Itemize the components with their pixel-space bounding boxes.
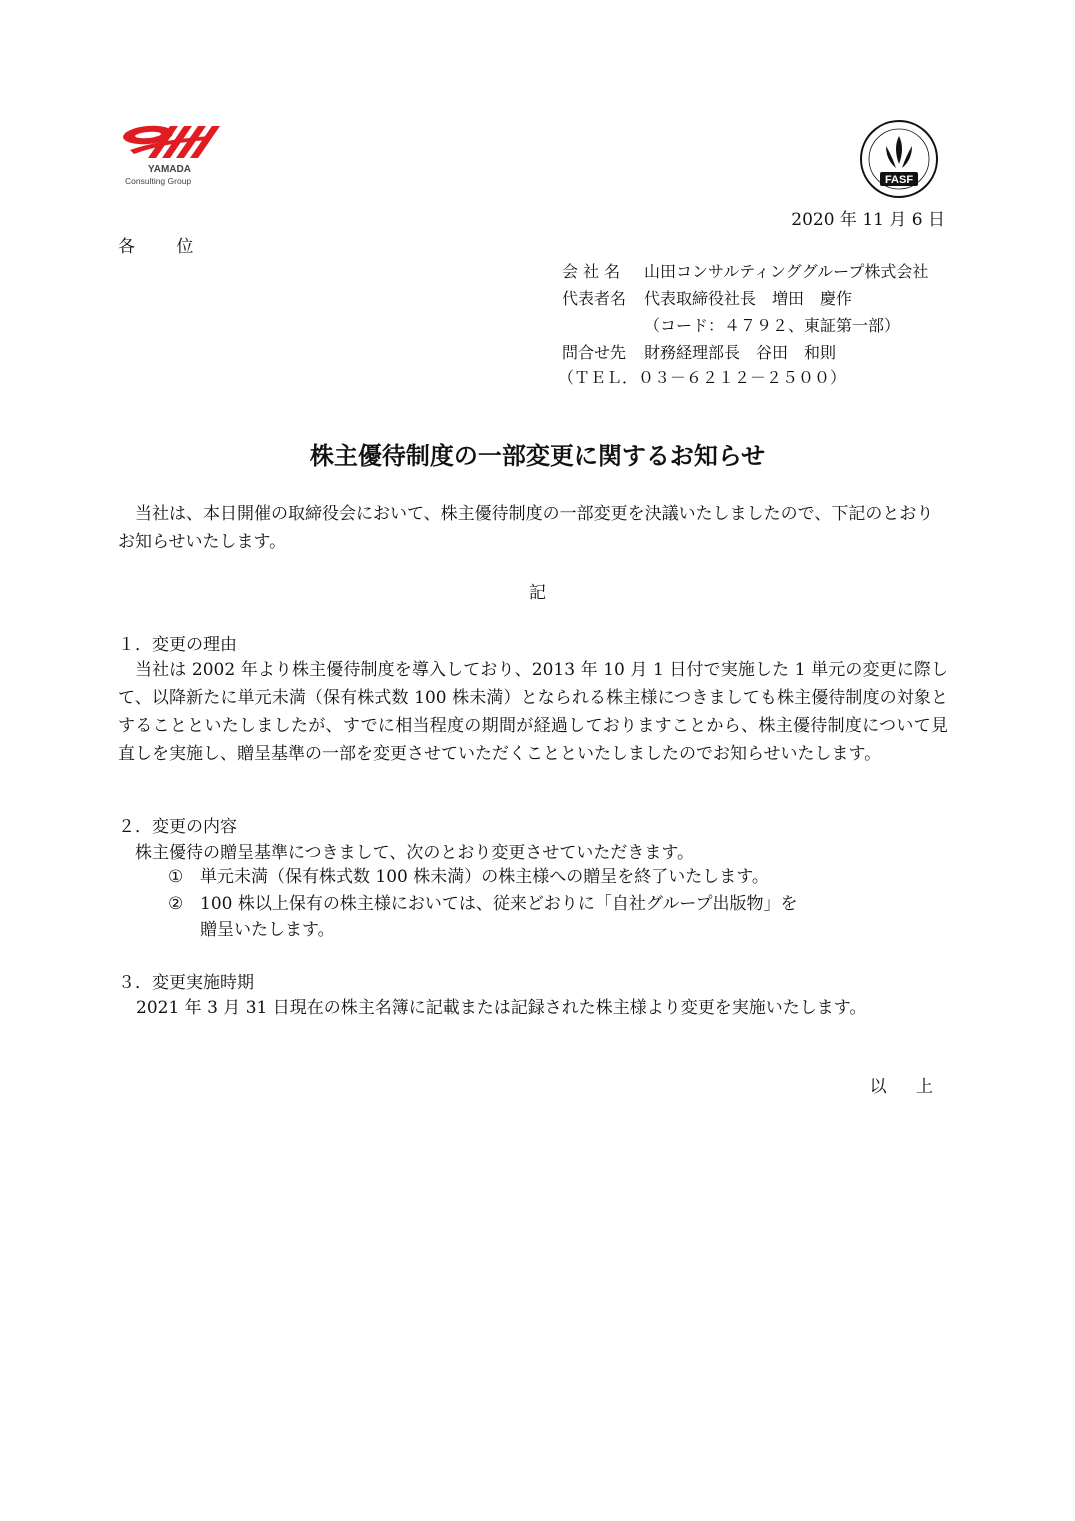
- representative-row: [562, 287, 852, 311]
- section2-item-1: [168, 864, 908, 890]
- section3-body: 2021 年 3 月 31 日現在の株主名簿に記載または記録された株主様より変更を実施いたします。: [136, 998, 867, 1018]
- contact-value: 財務経理部長 谷田 和則: [644, 343, 837, 362]
- intro-paragraph: 当社は、本日開催の取締役会において、株主優待制度の一部変更を決議いたしましたので、下記のとおりお知らせいたします。: [118, 504, 934, 552]
- representative-label: 代表者名: [562, 289, 627, 308]
- contact-row: [562, 341, 836, 365]
- fasf-text: FASF: [884, 174, 914, 186]
- stock-code: （コード：４７９２、東証第一部）: [644, 316, 901, 335]
- section2-item-2: [168, 891, 908, 943]
- yamada-logo: [118, 118, 228, 192]
- item-2-text: 100 株以上保有の株主様においては、従来どおりに「自社グループ出版物」を: [200, 894, 798, 914]
- fasf-seal-logo: [858, 118, 940, 200]
- yamada-logo-text: YAMADA: [148, 164, 191, 175]
- item-1-text: 単元未満（保有株式数 100 株未満）の株主様への贈呈を終了いたします。: [200, 867, 769, 887]
- code-row: [562, 314, 900, 338]
- tel-row: [558, 366, 846, 390]
- yamada-logo-subtext: Consulting Group: [125, 176, 192, 186]
- section1-heading: １．変更の理由: [118, 635, 237, 655]
- section2-heading: ２．変更の内容: [118, 817, 237, 837]
- section3-heading: ３．変更実施時期: [118, 973, 254, 993]
- representative-value: 代表取締役社長 増田 慶作: [644, 289, 853, 308]
- document-title: 株主優待制度の一部変更に関するお知らせ: [309, 441, 766, 470]
- section1-body: 当社は 2002 年より株主優待制度を導入しており、2013 年 10 月 1 日付で実施した 1 単元の変更に際して、以降新たに単元未満（保有株式数 100 株未満）となられる株主様につきましても株主優待制度の対象とすることといたしましたが、すでに相当程度の期間が経過しておりますことから、株主優待制度について見直しを実施し、贈呈基準の一部を変更させていただくことといたしましたのでお知らせいたします。: [118, 660, 948, 764]
- item-1-mark: ①: [168, 867, 184, 887]
- fasf-seal-icon: [858, 118, 940, 200]
- addressee: 各 位: [118, 237, 212, 257]
- contact-label: 問合せ先: [562, 343, 627, 362]
- issue-date: 2020 年 11 月 6 日: [791, 210, 945, 230]
- section2-body: 株主優待の贈呈基準につきまして、次のとおり変更させていただきます。: [135, 843, 694, 863]
- company-row: [562, 260, 928, 284]
- company-value: 山田コンサルティンググループ株式会社: [644, 262, 929, 281]
- company-label: 会 社 名: [562, 262, 621, 281]
- item-2-mark: ②: [168, 894, 184, 914]
- ki-marker: 記: [529, 583, 546, 603]
- tel-value: （ＴＥＬ．０３－６２１２－２５００）: [558, 368, 847, 387]
- closing-ijou: 以 上: [869, 1077, 945, 1097]
- yamada-logo-mark: [118, 118, 228, 192]
- item-2-text-line2: 贈呈いたします。: [200, 920, 335, 940]
